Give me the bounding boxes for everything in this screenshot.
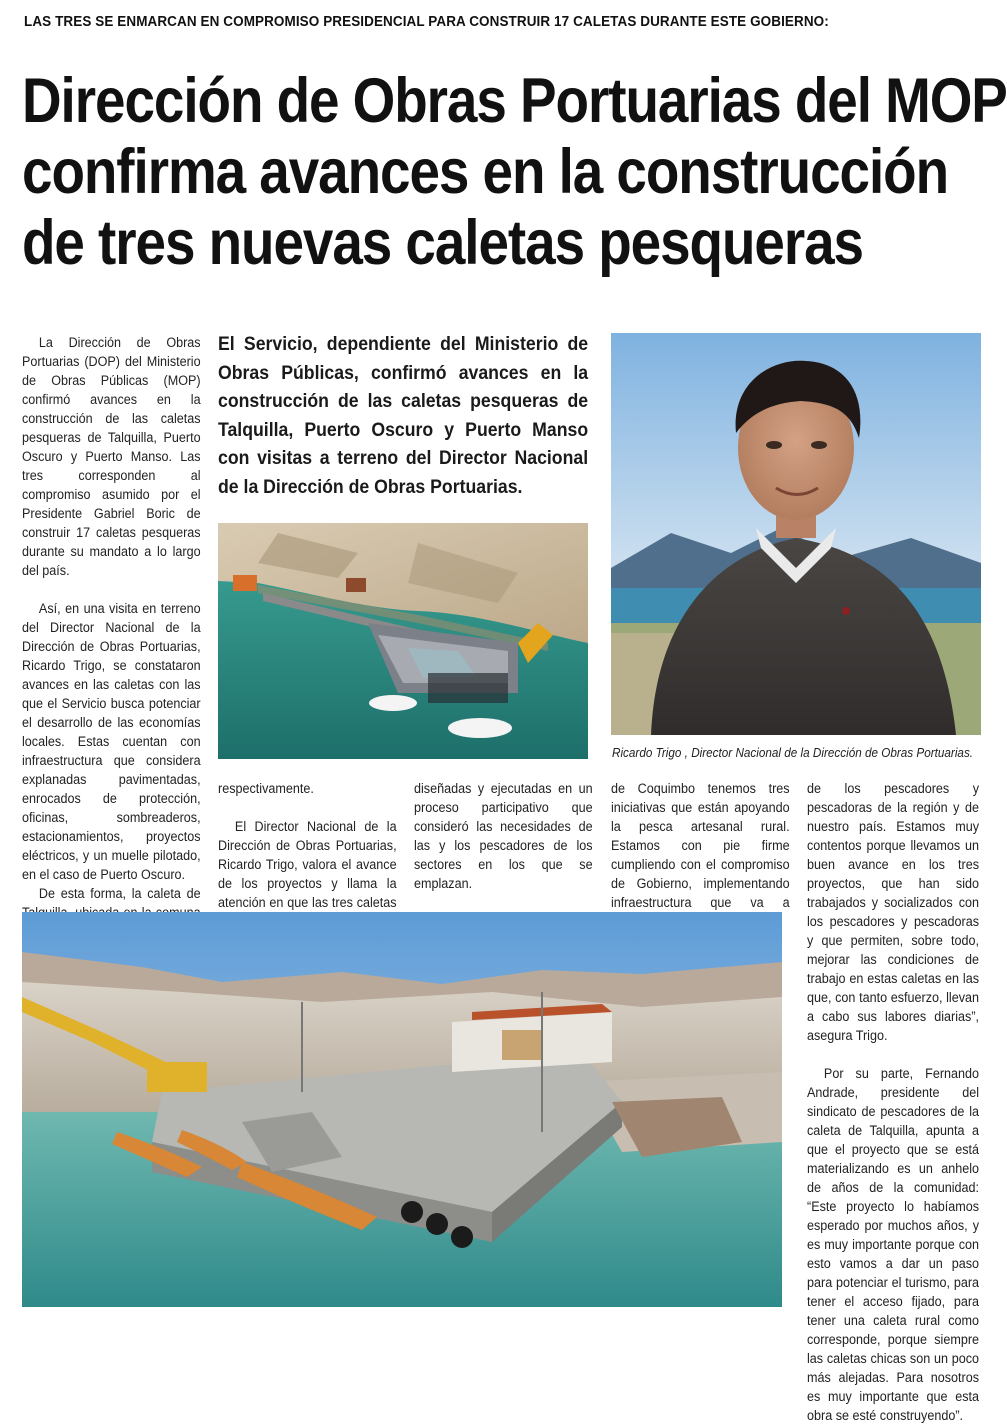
article-column-3	[414, 779, 593, 931]
article-column-5	[807, 779, 979, 1425]
paragraph: diseñadas y ejecutadas en un proceso participativo que consideró las necesidades de las y los pescadores de los sectores en los que se emplazan.	[414, 781, 593, 891]
headline-line-2: confirma avances en la construcción	[22, 137, 949, 207]
paragraph: El Director Nacional de la Dirección de Obras Portuarias, Ricardo Trigo, valora el avance de los proyectos y llama la atención en que las tres caletas	[218, 819, 397, 910]
article-column-2	[218, 779, 397, 931]
paragraph: La Dirección de Obras Portuarias (DOP) del Ministerio de Obras Públicas (MOP) confirmó avances en la construcción de las caletas pesqueras de Talquilla, Puerto Oscuro y Puerto Manso. Las tres corresponden al compromiso asumido por el Presidente Gabriel Boric de construir 17 caletas pesqueras durante su mandato a lo largo del país.	[22, 335, 201, 578]
paragraph: respectivamente.	[218, 781, 314, 796]
paragraph: De esta forma, la caleta de	[38, 886, 201, 901]
article-column-4	[611, 779, 790, 931]
headline-line-1: Dirección de Obras Portuarias del MOP	[22, 66, 1007, 136]
portrait-photo	[611, 333, 981, 735]
pier-rendering-image	[218, 523, 588, 759]
paragraph: de los pescadores y pescadoras de la región y de nuestro país. Estamos muy contentos porque llevamos un buen avance en los tres proyectos, que han sido trabajados y socializados con los pescadores y pescadoras y que permiten, sobre todo, mejorar las condiciones de trabajo en estas caletas en las que, con tanto esfuerzo, llevan a cabo sus labores diarias”, asegura Trigo.	[807, 781, 980, 1043]
paragraph: de Coquimbo tenemos tres iniciativas que están apoyando la pesca artesanal rural. Estamos con pie firme cumpliendo con el compromiso de Gobierno, implementando infraestructura que va a	[611, 781, 790, 910]
kicker: LAS TRES SE ENMARCAN EN COMPROMISO PRESIDENCIAL PARA CONSTRUIR 17 CALETAS DURANTE ESTE GOBIERNO:	[24, 14, 829, 30]
headline-line-3: de tres nuevas caletas pesqueras	[22, 208, 863, 278]
lede: El Servicio, dependiente del Ministerio de Obras Públicas, confirmó avances en la construcción de las caletas pesqueras de Talquilla, Puerto Oscuro y Puerto Manso con visitas a terreno del Director Nacional de la Dirección de Obras Portuarias.	[218, 334, 589, 498]
paragraph: Así, en una visita en terreno del Director Nacional de la Dirección de Obras Portuarias, Ricardo Trigo, se constataron avances en las caletas con las que el Servicio busca potenciar el desarrollo de las economías locales. Estas cuentan con infraestructura que considera explanadas pavimentadas, enrocados de protección, oficinas, sombreaderos, estacionamientos, proyectos eléctricos, y un muelle pilotado, en el caso de Puerto Oscuro.	[22, 601, 201, 882]
paragraph: Por su parte, Fernando Andrade, presidente del sindicato de pescadores de la caleta de Talquilla, apunta a que el proyecto que se está materializando es un anhelo de años de la comunidad: “Este proyecto lo habíamos esperado por muchos años, y es muy importante porque con esto vamos a dar un paso para potenciar el turismo, para tener el acceso fijado, para tener una caleta rural como corresponde, porque siempre las caletas chicas son un poco más alejadas. Para nosotros es muy importante que esta obra se esté construyendo”.	[807, 1066, 980, 1423]
headline	[22, 66, 1007, 279]
photo-caption: Ricardo Trigo , Director Nacional de la Dirección de Obras Portuarias.	[612, 746, 974, 760]
caleta-rendering-image	[22, 912, 782, 1307]
